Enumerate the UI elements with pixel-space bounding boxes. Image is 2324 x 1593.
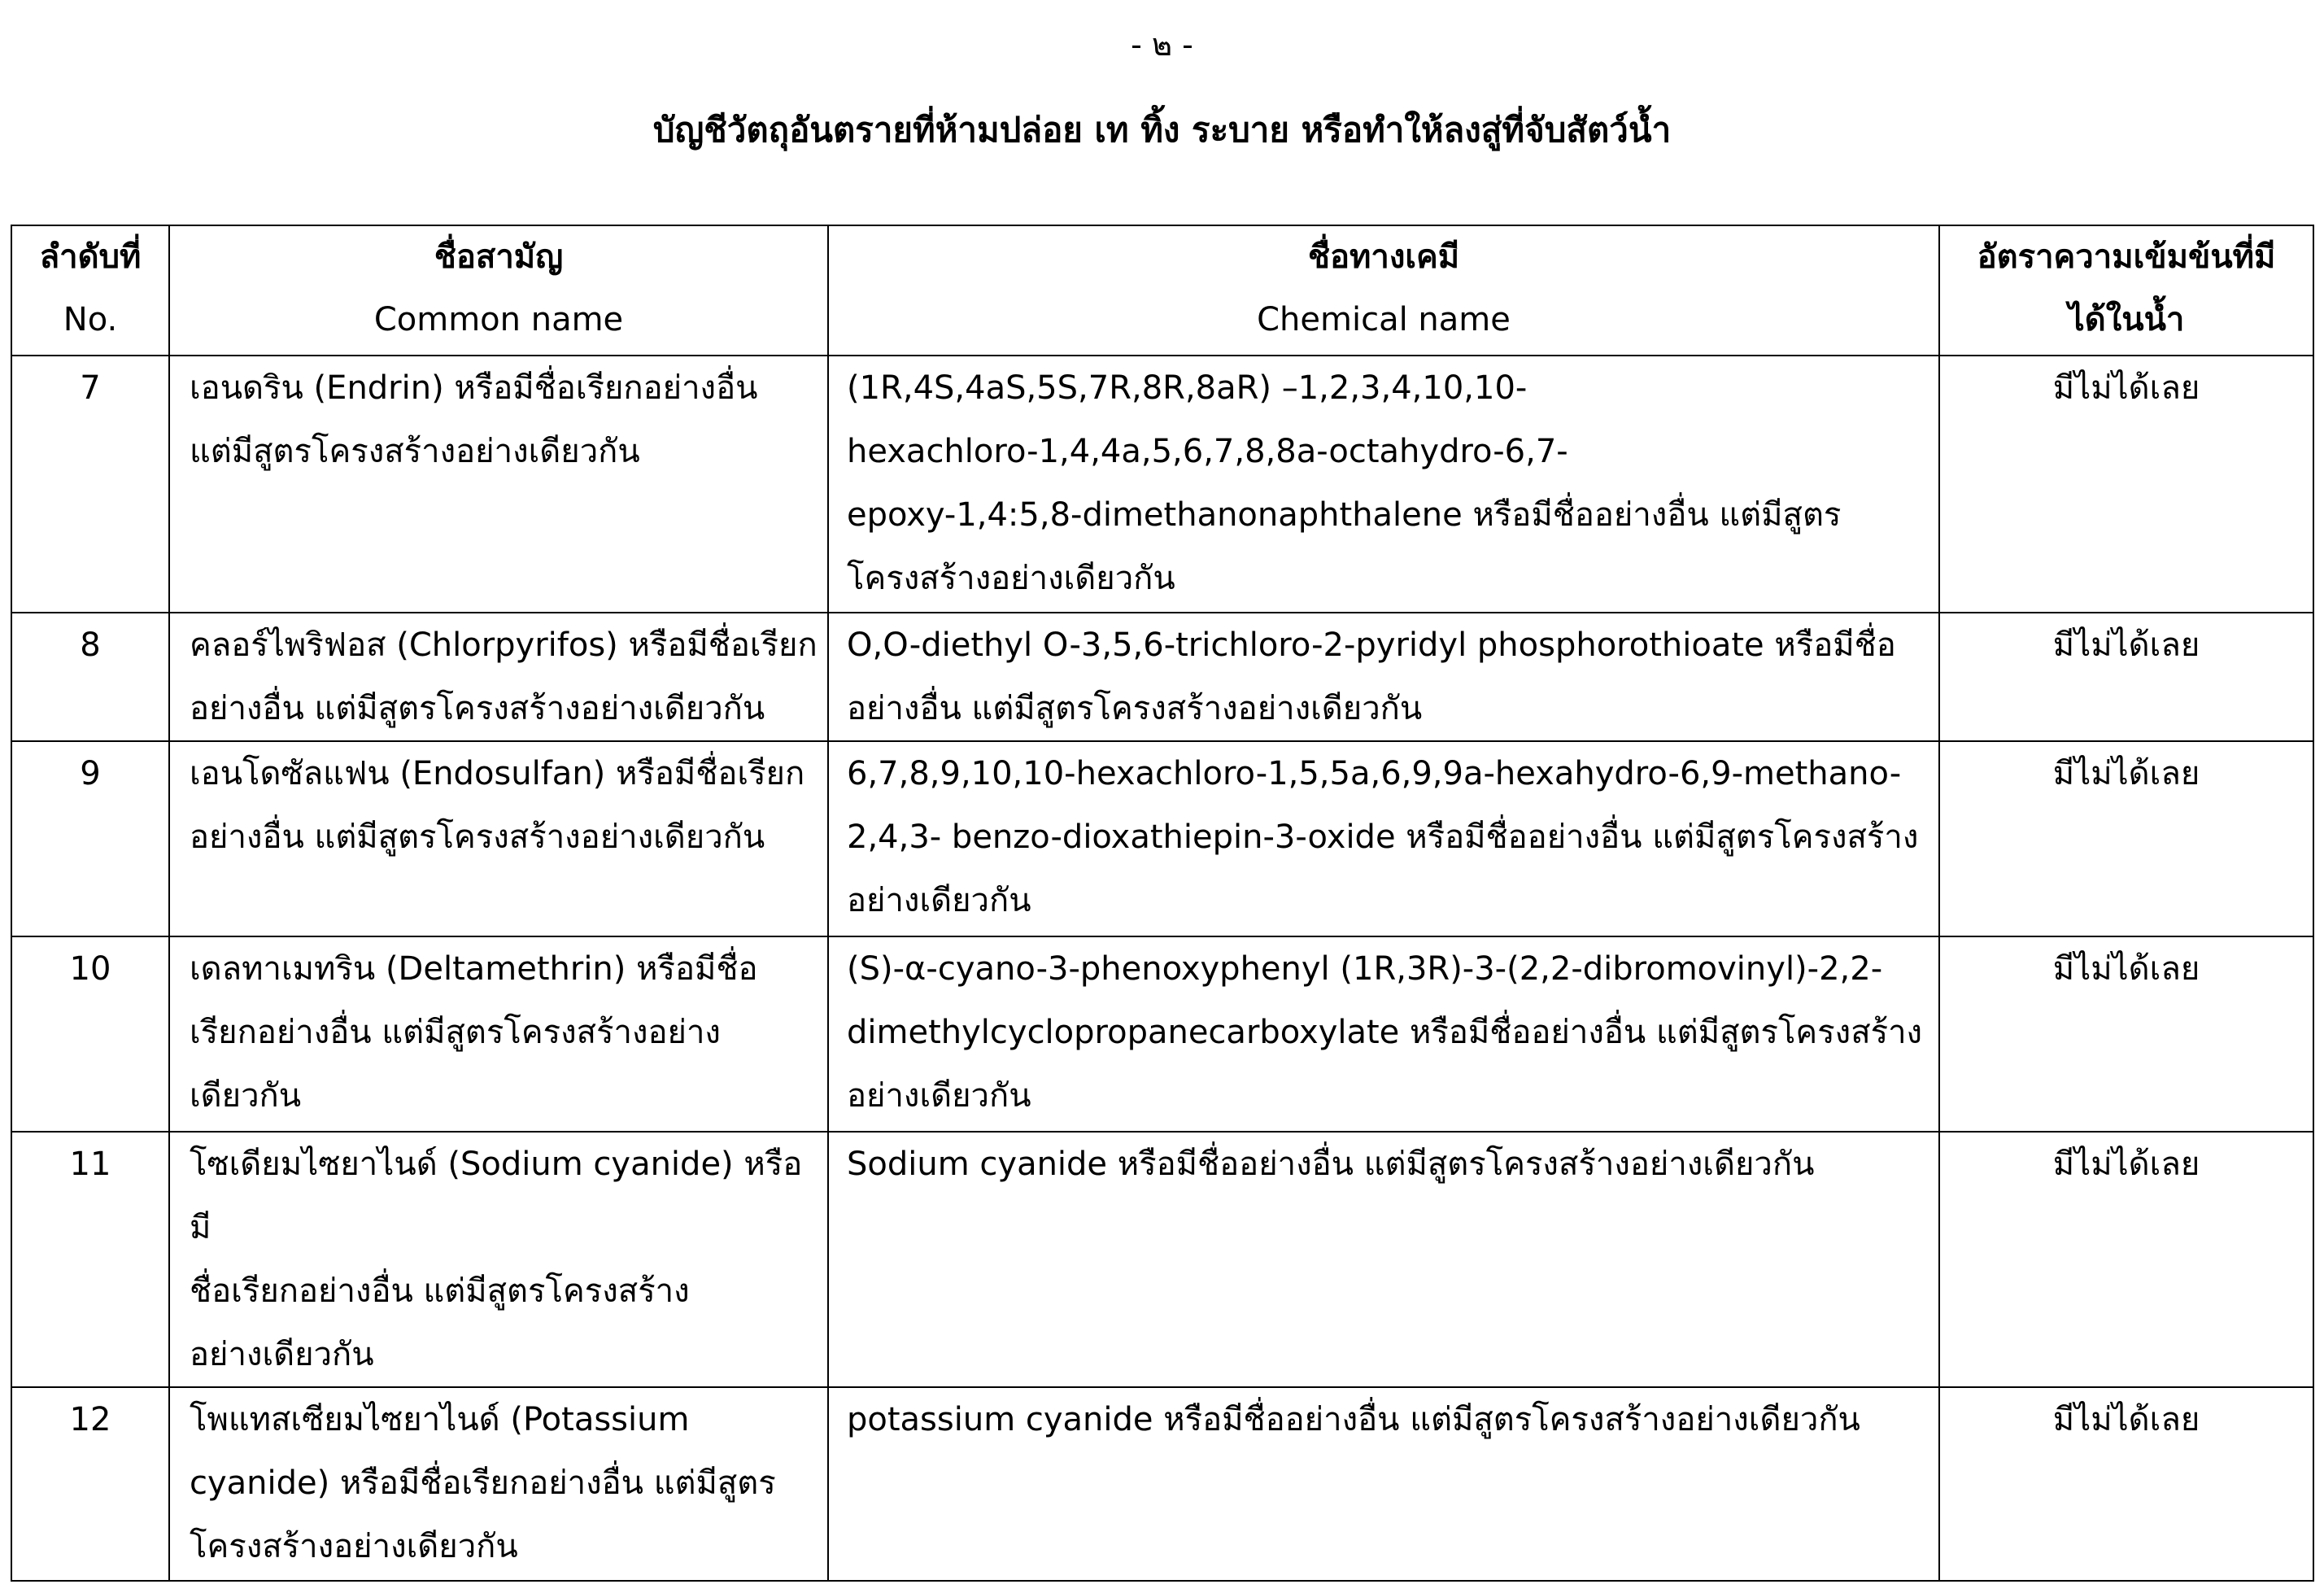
chemical-name-text: potassium cyanide หรือมีชื่ออย่างอื่น แต่มีสูตรโครงสร้างอย่างเดียวกัน bbox=[847, 1401, 1860, 1438]
chemical-name-text: O,O-diethyl O-3,5,6-trichloro-2-pyridyl phosphorothioate หรือมีชื่อ อย่างอื่น แต่มีสูตรโครงสร้างอย่างเดียวกัน bbox=[847, 626, 1896, 727]
chemical-name-cell bbox=[828, 613, 1939, 741]
table-row bbox=[11, 1132, 2313, 1387]
chemical-name-text: (S)-α-cyano-3-phenoxyphenyl (1R,3R)-3-(2,2-dibromovinyl)-2,2- dimethylcyclopropanecarboxylate หรือมีชื่ออย่างอื่น แต่มีสูตรโครงสร้าง อย่างเดียวกัน bbox=[847, 950, 1923, 1115]
chemical-name-cell bbox=[828, 1387, 1939, 1581]
row-number: 10 bbox=[11, 936, 169, 1132]
chemical-name-cell bbox=[828, 356, 1939, 613]
row-number: 12 bbox=[11, 1387, 169, 1581]
header-chemical-name bbox=[828, 225, 1939, 356]
header-chemical-english: Chemical name bbox=[1257, 301, 1511, 338]
page-title: บัญชีวัตถุอันตรายที่ห้ามปล่อย เท ทิ้ง ระบาย หรือทำให้ลงสู่ที่จับสัตว์น้ำ bbox=[652, 110, 1672, 150]
table-row bbox=[11, 936, 2313, 1132]
concentration-cell: มีไม่ได้เลย bbox=[1939, 1387, 2313, 1581]
header-concentration-line1: อัตราความเข้มข้นที่มี bbox=[1977, 238, 2276, 276]
header-concentration bbox=[1939, 225, 2313, 356]
header-no-english: No. bbox=[63, 301, 118, 338]
table-header-row bbox=[11, 225, 2313, 356]
header-no bbox=[11, 225, 169, 356]
chemical-name-text: 6,7,8,9,10,10-hexachloro-1,5,5a,6,9,9a-hexahydro-6,9-methano- 2,4,3- benzo-dioxathiepin-3-oxide หรือมีชื่ออย่างอื่น แต่มีสูตรโครงสร้าง อย่างเดียวกัน bbox=[847, 755, 1919, 919]
concentration-cell: มีไม่ได้เลย bbox=[1939, 1132, 2313, 1387]
common-name-text: โซเดียมไซยาไนด์ (Sodium cyanide) หรือมี ชื่อเรียกอย่างอื่น แต่มีสูตรโครงสร้าง อย่างเดียวกัน bbox=[190, 1146, 803, 1373]
hazard-substance-table bbox=[11, 225, 2314, 1582]
header-common-thai: ชื่อสามัญ bbox=[434, 238, 564, 276]
chemical-name-cell bbox=[828, 936, 1939, 1132]
common-name-text: เอนโดซัลแฟน (Endosulfan) หรือมีชื่อเรียก อย่างอื่น แต่มีสูตรโครงสร้างอย่างเดียวกัน bbox=[190, 755, 805, 856]
row-number: 8 bbox=[11, 613, 169, 741]
chemical-name-text: (1R,4S,4aS,5S,7R,8R,8aR) –1,2,3,4,10,10- hexachloro-1,4,4a,5,6,7,8,8a-octahydro-6,7- epoxy-1,4:5,8-dimethanonaphthalene หรือมีชื่ออย่างอื่น แต่มีสูตร โครงสร้างอย่างเดียวกัน bbox=[847, 369, 1842, 597]
common-name-text: คลอร์ไพริฟอส (Chlorpyrifos) หรือมีชื่อเรียก อย่างอื่น แต่มีสูตรโครงสร้างอย่างเดียวกัน bbox=[190, 626, 818, 727]
common-name-text: เอนดริน (Endrin) หรือมีชื่อเรียกอย่างอื่น แต่มีสูตรโครงสร้างอย่างเดียวกัน bbox=[190, 369, 758, 470]
row-number: 7 bbox=[11, 356, 169, 613]
common-name-cell bbox=[169, 1132, 828, 1387]
common-name-cell bbox=[169, 1387, 828, 1581]
header-common-name bbox=[169, 225, 828, 356]
table-row bbox=[11, 1387, 2313, 1581]
concentration-cell: มีไม่ได้เลย bbox=[1939, 741, 2313, 936]
row-number: 11 bbox=[11, 1132, 169, 1387]
common-name-cell bbox=[169, 613, 828, 741]
common-name-text: โพแทสเซียมไซยาไนด์ (Potassium cyanide) หรือมีชื่อเรียกอย่างอื่น แต่มีสูตร โครงสร้างอย่างเดียวกัน bbox=[190, 1401, 776, 1565]
row-number: 9 bbox=[11, 741, 169, 936]
chemical-name-text: Sodium cyanide หรือมีชื่ออย่างอื่น แต่มีสูตรโครงสร้างอย่างเดียวกัน bbox=[847, 1146, 1815, 1183]
table-row bbox=[11, 356, 2313, 613]
concentration-cell: มีไม่ได้เลย bbox=[1939, 936, 2313, 1132]
common-name-cell bbox=[169, 356, 828, 613]
common-name-text: เดลทาเมทริน (Deltamethrin) หรือมีชื่อ เรียกอย่างอื่น แต่มีสูตรโครงสร้างอย่าง เดียวกัน bbox=[190, 950, 758, 1115]
chemical-name-cell bbox=[828, 741, 1939, 936]
page-number: - ๒ - bbox=[1131, 27, 1193, 63]
table-row bbox=[11, 741, 2313, 936]
header-concentration-line2: ได้ในน้ำ bbox=[2068, 301, 2185, 338]
concentration-cell: มีไม่ได้เลย bbox=[1939, 356, 2313, 613]
header-no-thai: ลำดับที่ bbox=[39, 238, 142, 276]
chemical-name-cell bbox=[828, 1132, 1939, 1387]
header-chemical-thai: ชื่อทางเคมี bbox=[1307, 238, 1460, 276]
table-row bbox=[11, 613, 2313, 741]
header-common-english: Common name bbox=[373, 301, 624, 338]
common-name-cell bbox=[169, 741, 828, 936]
concentration-cell: มีไม่ได้เลย bbox=[1939, 613, 2313, 741]
common-name-cell bbox=[169, 936, 828, 1132]
